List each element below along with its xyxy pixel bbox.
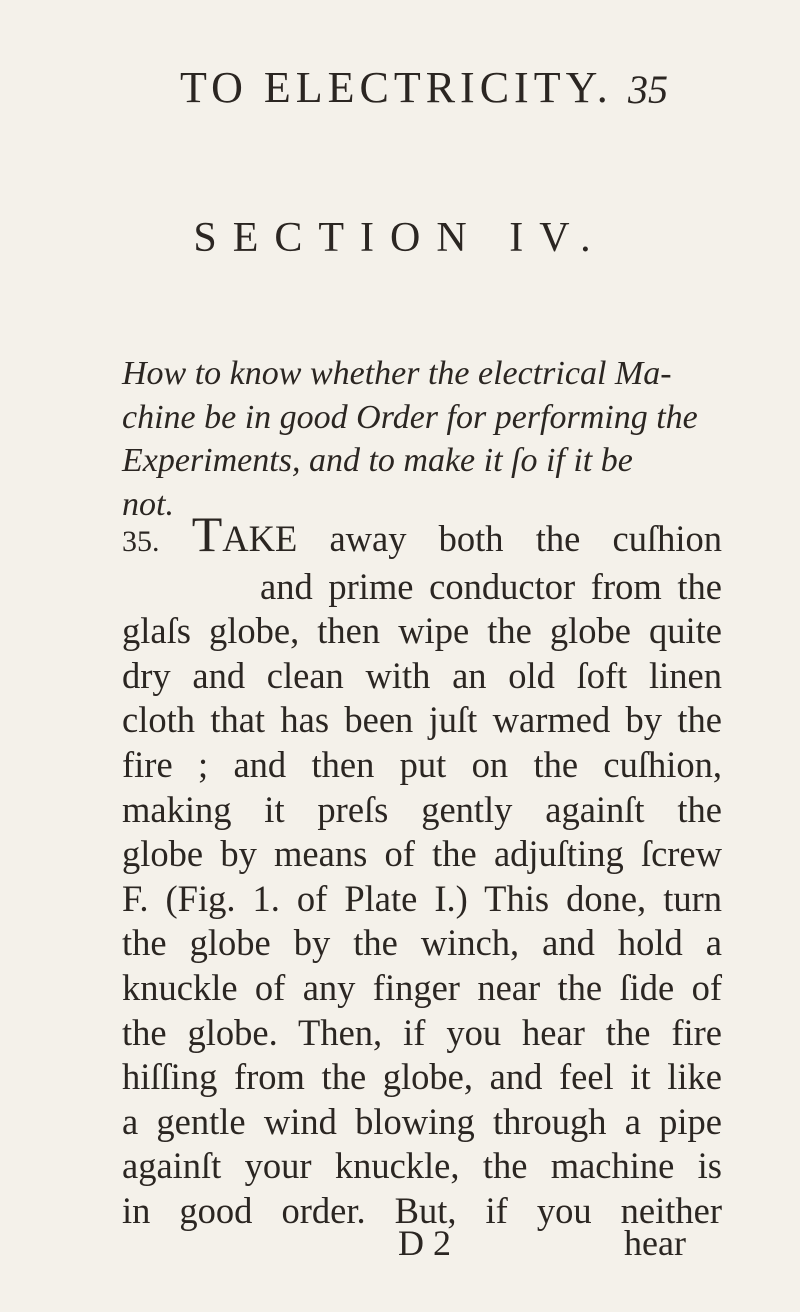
section-title-line: chine be in good Order for performing the <box>122 398 698 436</box>
section-title-line: How to know whether the electrical Ma- <box>122 355 672 392</box>
drop-cap: T <box>191 506 223 562</box>
paragraph-line: glaſs globe, then wipe the globe quite <box>122 610 722 652</box>
body-paragraph <box>122 506 723 1234</box>
page-header <box>0 62 800 122</box>
page-footer <box>0 1222 800 1272</box>
page-number: 35 <box>628 67 668 112</box>
section-title-line: not. <box>122 485 174 523</box>
paragraph-line: and prime conductor from the <box>260 565 722 607</box>
paragraph-number: 35. <box>122 525 160 558</box>
paragraph-first-line <box>122 506 723 565</box>
paragraph-line: againſt your knuckle, the machine is <box>122 1145 722 1187</box>
paragraph-line: making it preſs gently againſt the <box>122 788 722 830</box>
paragraph-line: F. (Fig. 1. of Plate I.) This done, turn <box>122 877 722 919</box>
section-heading: SECTION IV. <box>193 215 607 261</box>
running-head: TO ELECTRICITY. <box>180 63 613 112</box>
signature-mark: D 2 <box>398 1223 451 1263</box>
paragraph-line: knuckle of any finger near the ſide of <box>122 966 722 1008</box>
paragraph-line: globe by means of the adjuſting ſcrew <box>122 833 722 875</box>
paragraph-line: fire ; and then put on the cuſhion, <box>122 743 722 785</box>
paragraph-line: hiſſing from the globe, and feel it like <box>122 1056 722 1098</box>
catchword: hear <box>624 1223 686 1263</box>
section-title <box>122 352 742 526</box>
paragraph-line: the globe. Then, if you hear the fire <box>122 1011 722 1053</box>
paragraph-line: dry and clean with an old ſoft linen <box>122 654 722 696</box>
paragraph-line: the globe by the winch, and hold a <box>122 922 722 964</box>
paragraph-first-line-text: AKE away both the cuſhion <box>222 518 723 559</box>
paragraph-line: a gentle wind blowing through a pipe <box>122 1100 722 1142</box>
paragraph-line: cloth that has been juſt warmed by the <box>122 699 722 741</box>
paragraph-line: in good order. But, if you neither <box>122 1189 722 1231</box>
section-title-line: Experiments, and to make it ſo if it be <box>122 442 633 479</box>
